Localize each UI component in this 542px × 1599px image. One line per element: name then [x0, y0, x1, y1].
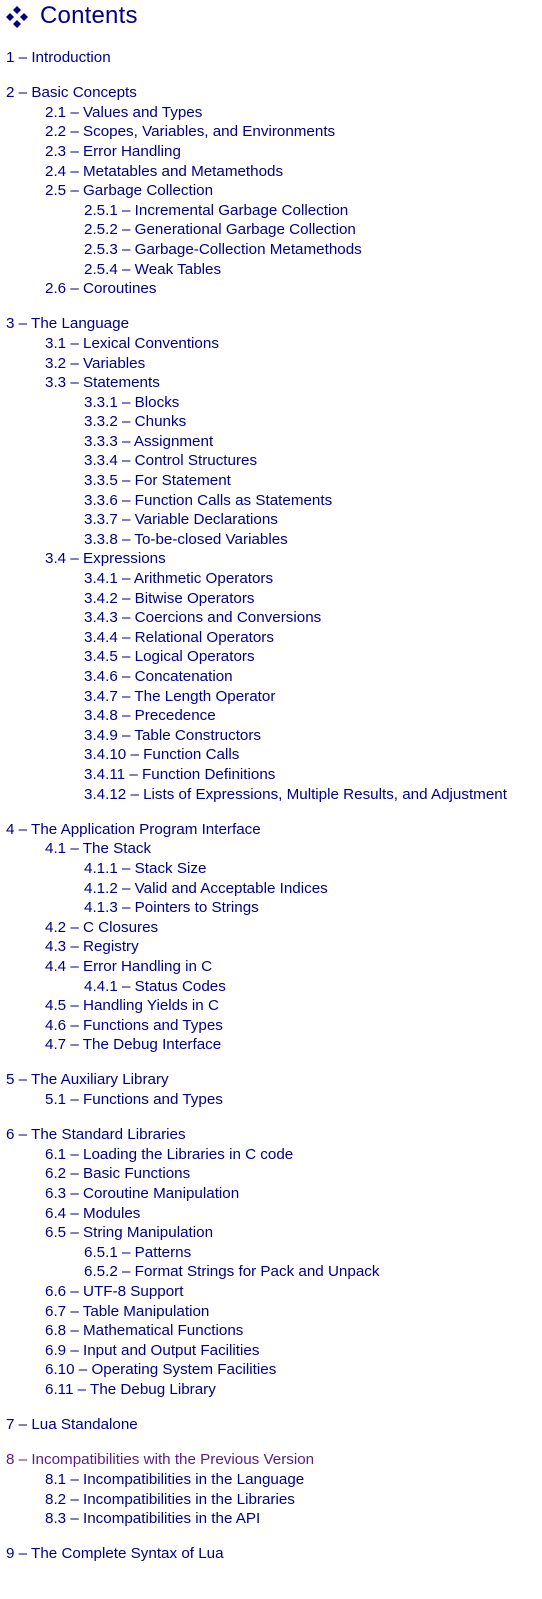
toc-link[interactable]: 2.2 – Scopes, Variables, and Environments: [45, 123, 336, 141]
toc-entry-level-2: [0, 1490, 542, 1510]
toc-entry-level-3: [0, 510, 542, 530]
toc-link[interactable]: 3.4.3 – Coercions and Conversions: [84, 609, 322, 627]
toc-entry-level-3: [0, 260, 542, 280]
toc-link[interactable]: 4.1.1 – Stack Size: [84, 859, 207, 877]
toc-link[interactable]: 9 – The Complete Syntax of Lua: [6, 1545, 224, 1563]
toc-link[interactable]: 5.1 – Functions and Types: [45, 1091, 223, 1109]
toc-link[interactable]: 6.3 – Coroutine Manipulation: [45, 1185, 240, 1203]
toc-entry-level-2: [0, 957, 542, 977]
toc-entry-level-2: [0, 1035, 542, 1055]
toc-link[interactable]: 3.4.12 – Lists of Expressions, Multiple Results, and Adjustment: [84, 785, 507, 803]
toc-link[interactable]: 3.3.4 – Control Structures: [84, 452, 258, 470]
toc-entry-level-1: [0, 1125, 542, 1145]
toc-link[interactable]: 3.4.9 – Table Constructors: [84, 726, 262, 744]
toc-section: [0, 1450, 542, 1528]
toc-link[interactable]: 8 – Incompatibilities with the Previous Version: [6, 1451, 315, 1469]
toc-entry-level-3: [0, 667, 542, 687]
toc-entry-level-2: [0, 1223, 542, 1243]
toc-entry-level-1: [0, 820, 542, 840]
toc-link[interactable]: 2.3 – Error Handling: [45, 142, 181, 160]
toc-entry-level-1: [0, 1544, 542, 1564]
toc-entry-level-3: [0, 1243, 542, 1263]
toc-link[interactable]: 3.4.2 – Bitwise Operators: [84, 589, 255, 607]
toc-entry-level-3: [0, 530, 542, 550]
toc-link[interactable]: 4.4.1 – Status Codes: [84, 977, 226, 995]
toc-entry-level-2: [0, 181, 542, 201]
toc-entry-level-2: [0, 1321, 542, 1341]
toc-entry-level-3: [0, 608, 542, 628]
toc-entry-level-3: [0, 647, 542, 667]
toc-link[interactable]: 3.2 – Variables: [45, 354, 146, 372]
toc-entry-level-2: [0, 937, 542, 957]
toc-entry-level-1: [0, 1415, 542, 1435]
toc-link[interactable]: 3.4.1 – Arithmetic Operators: [84, 570, 274, 588]
toc-entry-level-2: [0, 1164, 542, 1184]
toc-link[interactable]: 1 – Introduction: [6, 49, 111, 66]
toc-entry-level-3: [0, 471, 542, 491]
toc-entry-level-1: [0, 1450, 542, 1470]
toc-entry-level-3: [0, 491, 542, 511]
toc-link[interactable]: 2.5.2 – Generational Garbage Collection: [84, 221, 356, 239]
toc-entry-level-2: [0, 1090, 542, 1110]
toc-entry-level-2: [0, 1204, 542, 1224]
toc-link[interactable]: 3.4.10 – Function Calls: [84, 746, 240, 764]
toc-entry-level-3: [0, 240, 542, 260]
toc-entry-level-3: [0, 898, 542, 918]
toc-section: [0, 1070, 542, 1109]
toc-link[interactable]: 6.8 – Mathematical Functions: [45, 1322, 244, 1340]
toc-entry-level-3: [0, 628, 542, 648]
toc-link[interactable]: 3 – The Language: [6, 315, 130, 333]
toc-entry-level-3: [0, 412, 542, 432]
toc-link[interactable]: 3.3.6 – Function Calls as Statements: [84, 491, 333, 509]
toc-entry-level-2: [0, 334, 542, 354]
toc-link[interactable]: 2.4 – Metatables and Metamethods: [45, 162, 284, 180]
toc-entry-level-2: [0, 279, 542, 299]
toc-link[interactable]: 4.5 – Handling Yields in C: [45, 997, 219, 1015]
toc-link[interactable]: 4.1.3 – Pointers to Strings: [84, 899, 259, 917]
toc-entry-level-1: [0, 1070, 542, 1090]
toc-entry-level-3: [0, 706, 542, 726]
toc-entry-level-3: [0, 785, 542, 805]
page-header: [6, 0, 138, 32]
toc-entry-level-3: [0, 220, 542, 240]
toc-entry-level-2: [0, 1145, 542, 1165]
toc-entry-level-3: [0, 432, 542, 452]
four-diamond-icon: [6, 6, 28, 28]
toc-link[interactable]: 8.3 – Incompatibilities in the API: [45, 1510, 261, 1528]
toc-entry-level-1: [0, 314, 542, 334]
toc-link[interactable]: 4.4 – Error Handling in C: [45, 957, 213, 975]
toc-entry-level-3: [0, 451, 542, 471]
toc-entry-level-2: [0, 1016, 542, 1036]
toc-link[interactable]: 6.1 – Loading the Libraries in C code: [45, 1145, 294, 1163]
toc-link[interactable]: 6.5 – String Manipulation: [45, 1224, 214, 1242]
toc-entry-level-3: [0, 859, 542, 879]
toc-entry-level-2: [0, 103, 542, 123]
toc-link[interactable]: 8.2 – Incompatibilities in the Libraries: [45, 1490, 295, 1508]
toc-link[interactable]: 7 – Lua Standalone: [6, 1416, 138, 1434]
toc-link[interactable]: 3.3.1 – Blocks: [84, 393, 180, 411]
toc-entry-level-2: [0, 1341, 542, 1361]
toc-section: [0, 314, 542, 804]
toc-link[interactable]: 4.7 – The Debug Interface: [45, 1036, 222, 1054]
toc-link[interactable]: 6.11 – The Debug Library: [45, 1380, 216, 1398]
toc-entry-level-2: [0, 996, 542, 1016]
toc-link[interactable]: 4.6 – Functions and Types: [45, 1016, 223, 1034]
toc-entry-level-3: [0, 1262, 542, 1282]
toc-link[interactable]: 2.5.4 – Weak Tables: [84, 260, 222, 278]
toc-entry-level-3: [0, 393, 542, 413]
toc-link[interactable]: 3.3.2 – Chunks: [84, 413, 187, 431]
toc-link[interactable]: 3.4.8 – Precedence: [84, 707, 216, 725]
toc-link[interactable]: 8.1 – Incompatibilities in the Language: [45, 1470, 305, 1488]
toc-entry-level-2: [0, 1282, 542, 1302]
toc-entry-level-2: [0, 1470, 542, 1490]
toc-entry-level-3: [0, 589, 542, 609]
toc-link[interactable]: 3.3.7 – Variable Declarations: [84, 511, 278, 529]
toc-link[interactable]: 4.1.2 – Valid and Acceptable Indices: [84, 879, 328, 897]
toc-link[interactable]: 6.7 – Table Manipulation: [45, 1302, 210, 1320]
toc-section: [0, 1415, 542, 1435]
toc-entry-level-2: [0, 142, 542, 162]
toc-entry-level-2: [0, 839, 542, 859]
toc-entry-level-1: [0, 48, 542, 68]
toc-section: [0, 820, 542, 1055]
toc-link[interactable]: 6.5.1 – Patterns: [84, 1243, 192, 1261]
toc-entry-level-3: [0, 201, 542, 221]
toc-entry-level-3: [0, 687, 542, 707]
toc-link[interactable]: 3.1 – Lexical Conventions: [45, 334, 219, 352]
toc-entry-level-2: [0, 1302, 542, 1322]
toc-section: [0, 83, 542, 299]
toc-link[interactable]: 3.4.6 – Concatenation: [84, 668, 233, 685]
toc-link[interactable]: 3.4.4 – Relational Operators: [84, 628, 274, 646]
toc-entry-level-3: [0, 765, 542, 785]
toc-link[interactable]: 2.5.3 – Garbage-Collection Metamethods: [84, 240, 362, 258]
toc-link[interactable]: 3.4.5 – Logical Operators: [84, 648, 255, 666]
toc-link[interactable]: 2.6 – Coroutines: [45, 280, 157, 298]
toc-link[interactable]: 3.4.11 – Function Definitions: [84, 765, 276, 783]
toc-link[interactable]: 3.4 – Expressions: [45, 550, 166, 568]
toc-entry-level-2: [0, 122, 542, 142]
table-of-contents: [0, 48, 542, 1580]
toc-entry-level-3: [0, 879, 542, 899]
toc-entry-level-3: [0, 745, 542, 765]
toc-entry-level-2: [0, 1380, 542, 1400]
toc-link[interactable]: 2.5.1 – Incremental Garbage Collection: [84, 201, 349, 219]
toc-link[interactable]: 2.5 – Garbage Collection: [45, 182, 214, 200]
toc-link[interactable]: 6.5.2 – Format Strings for Pack and Unpack: [84, 1263, 380, 1281]
toc-entry-level-1: [0, 83, 542, 103]
toc-section: [0, 1544, 542, 1564]
toc-section: [0, 1125, 542, 1399]
toc-entry-level-3: [0, 726, 542, 746]
page-title: Contents: [40, 2, 138, 29]
toc-link[interactable]: 4.2 – C Closures: [45, 918, 159, 936]
toc-link[interactable]: 6.2 – Basic Functions: [45, 1165, 191, 1183]
toc-link[interactable]: 2 – Basic Concepts: [6, 84, 137, 102]
toc-entry-level-2: [0, 354, 542, 374]
toc-entry-level-3: [0, 569, 542, 589]
toc-link[interactable]: 2.1 – Values and Types: [45, 103, 203, 121]
toc-entry-level-2: [0, 549, 542, 569]
toc-link[interactable]: 6.9 – Input and Output Facilities: [45, 1341, 260, 1359]
toc-link[interactable]: 6.4 – Modules: [45, 1204, 141, 1222]
toc-entry-level-2: [0, 162, 542, 182]
toc-entry-level-3: [0, 977, 542, 997]
toc-entry-level-2: [0, 373, 542, 393]
toc-entry-level-2: [0, 918, 542, 938]
toc-link[interactable]: 3.3.8 – To-be-closed Variables: [84, 530, 288, 548]
toc-link[interactable]: 3.4.7 – The Length Operator: [84, 687, 276, 705]
toc-link[interactable]: 4 – The Application Program Interface: [6, 820, 261, 838]
toc-link[interactable]: 6 – The Standard Libraries: [6, 1126, 186, 1144]
toc-link[interactable]: 3.3 – Statements: [45, 374, 160, 392]
toc-entry-level-2: [0, 1360, 542, 1380]
toc-section: [0, 48, 542, 68]
toc-link[interactable]: 4.3 – Registry: [45, 938, 139, 956]
toc-link[interactable]: 6.6 – UTF-8 Support: [45, 1283, 184, 1300]
toc-link[interactable]: 6.10 – Operating System Facilities: [45, 1361, 277, 1379]
toc-link[interactable]: 5 – The Auxiliary Library: [6, 1071, 169, 1089]
toc-entry-level-2: [0, 1184, 542, 1204]
toc-link[interactable]: 4.1 – The Stack: [45, 840, 152, 858]
toc-link[interactable]: 3.3.3 – Assignment: [84, 432, 214, 450]
toc-link[interactable]: 3.3.5 – For Statement: [84, 472, 231, 490]
toc-entry-level-2: [0, 1509, 542, 1529]
